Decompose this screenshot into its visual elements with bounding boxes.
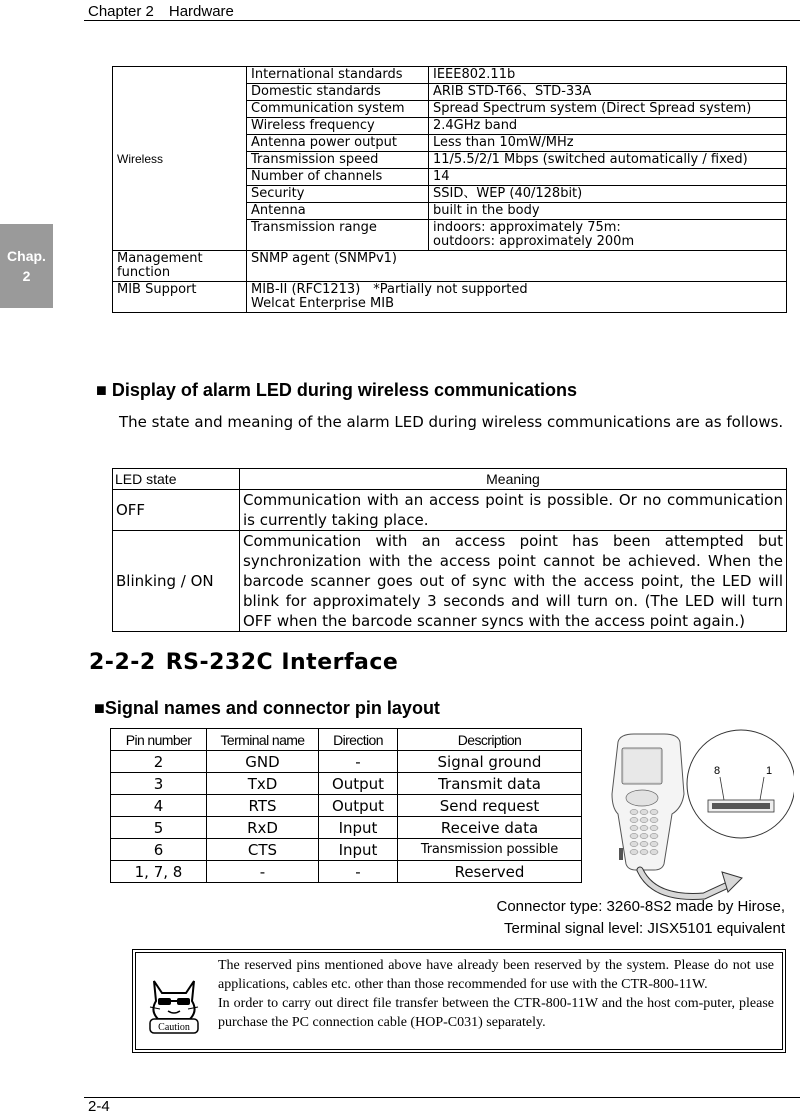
spec-value bbox=[429, 220, 787, 251]
led-meaning: Communication with an access point is possible. Or no communication is currently taking place. bbox=[240, 490, 787, 531]
table-row bbox=[111, 817, 582, 839]
spec-value: 11/5.5/2/1 Mbps (switched automatically / fixed) bbox=[429, 152, 787, 169]
led-state: Blinking / ON bbox=[113, 531, 240, 632]
led-meaning: Communication with an access point has been attempted but synchronization with the access point cannot be achieved. When the barcode scanner goes out of sync with the access point, the LED will blink for approximately 3 seconds and will turn on. (The LED will turn OFF when the barcode scanner syncs with the access point again.) bbox=[240, 531, 787, 632]
range-outdoors: outdoors: approximately 200m bbox=[433, 234, 635, 249]
spec-label: Transmission speed bbox=[247, 152, 429, 169]
description: Transmission possible bbox=[398, 839, 582, 861]
description: Receive data bbox=[398, 817, 582, 839]
pin-number: 3 bbox=[111, 773, 207, 795]
connector-type: Connector type: 3260-8S2 made by Hirose, bbox=[496, 898, 785, 915]
pin-label-1: 1 bbox=[766, 765, 773, 777]
column-header: Terminal name bbox=[207, 729, 319, 751]
section-heading bbox=[89, 650, 398, 675]
table-row bbox=[113, 67, 787, 84]
spec-label: Communication system bbox=[247, 101, 429, 118]
spec-value: built in the body bbox=[429, 203, 787, 220]
section-title: RS-232C Interface bbox=[165, 650, 399, 675]
direction: - bbox=[319, 861, 398, 883]
direction: Input bbox=[319, 839, 398, 861]
mib-value bbox=[247, 282, 787, 313]
alarm-intro: The state and meaning of the alarm LED during wireless communications are as follows. bbox=[119, 413, 784, 431]
spec-value: IEEE802.11b bbox=[429, 67, 787, 84]
table-row bbox=[111, 795, 582, 817]
barcode-scanner-device bbox=[612, 734, 684, 870]
signal-section-title: ■Signal names and connector pin layout bbox=[94, 698, 440, 718]
caution-label: Caution bbox=[158, 1022, 190, 1033]
caution-cat-icon bbox=[144, 971, 204, 1037]
caution-box bbox=[132, 949, 786, 1053]
spec-value: Spread Spectrum system (Direct Spread system) bbox=[429, 101, 787, 118]
terminal-name: RxD bbox=[207, 817, 319, 839]
spec-label: Antenna bbox=[247, 203, 429, 220]
mib-value-line2: Welcat Enterprise MIB bbox=[251, 296, 395, 311]
description: Signal ground bbox=[398, 751, 582, 773]
management-label: Management function bbox=[113, 251, 247, 282]
spec-value: 2.4GHz band bbox=[429, 118, 787, 135]
direction: Input bbox=[319, 817, 398, 839]
spec-label: Domestic standards bbox=[247, 84, 429, 101]
spec-label: Number of channels bbox=[247, 169, 429, 186]
connector-magnifier bbox=[687, 730, 794, 838]
alarm-section-title: ■ Display of alarm LED during wireless communications bbox=[96, 380, 577, 400]
table-row bbox=[111, 839, 582, 861]
description: Transmit data bbox=[398, 773, 582, 795]
spec-value: ARIB STD-T66、STD-33A bbox=[429, 84, 787, 101]
table-row bbox=[111, 751, 582, 773]
range-indoors: indoors: approximately 75m: bbox=[433, 220, 621, 235]
direction: - bbox=[319, 751, 398, 773]
scanner-connector-illustration bbox=[584, 722, 794, 904]
footer-divider bbox=[84, 1097, 800, 1098]
pin-label-8: 8 bbox=[714, 765, 721, 777]
section-number: 2-2-2 bbox=[89, 650, 156, 675]
table-row bbox=[111, 861, 582, 883]
terminal-name: - bbox=[207, 861, 319, 883]
table-row bbox=[111, 773, 582, 795]
spec-label: Antenna power output bbox=[247, 135, 429, 152]
column-header: Description bbox=[398, 729, 582, 751]
table-row bbox=[113, 251, 787, 282]
spec-label: International standards bbox=[247, 67, 429, 84]
table-row bbox=[113, 490, 787, 531]
table-header-row bbox=[111, 729, 582, 751]
mib-label: MIB Support bbox=[113, 282, 247, 313]
chapter-header: Chapter 2 Hardware bbox=[88, 3, 234, 20]
column-header: Pin number bbox=[111, 729, 207, 751]
spec-label: Security bbox=[247, 186, 429, 203]
management-value: SNMP agent (SNMPv1) bbox=[247, 251, 787, 282]
pin-number: 4 bbox=[111, 795, 207, 817]
pin-number: 6 bbox=[111, 839, 207, 861]
terminal-name: GND bbox=[207, 751, 319, 773]
header-divider bbox=[84, 20, 800, 21]
caution-paragraph: The reserved pins mentioned above have already been reserved by the system. Please do not use applications, cables etc. other than those recommended for use with the CTR-800-11W. bbox=[218, 958, 774, 992]
pin-number: 2 bbox=[111, 751, 207, 773]
chapter-tab-line2: 2 bbox=[22, 268, 31, 284]
direction: Output bbox=[319, 773, 398, 795]
spec-table bbox=[112, 66, 787, 313]
caution-inner bbox=[135, 952, 783, 1050]
description: Reserved bbox=[398, 861, 582, 883]
table-header-row bbox=[113, 469, 787, 490]
description: Send request bbox=[398, 795, 582, 817]
terminal-name: TxD bbox=[207, 773, 319, 795]
spec-label: Wireless frequency bbox=[247, 118, 429, 135]
led-table bbox=[112, 468, 787, 632]
spec-value: SSID、WEP (40/128bit) bbox=[429, 186, 787, 203]
spec-value: Less than 10mW/MHz bbox=[429, 135, 787, 152]
wireless-group-label: Wireless bbox=[113, 67, 247, 251]
direction: Output bbox=[319, 795, 398, 817]
terminal-name: RTS bbox=[207, 795, 319, 817]
page-number: 2-4 bbox=[88, 1098, 110, 1115]
chapter-tab-line1: Chap. bbox=[7, 248, 46, 264]
pin-number: 5 bbox=[111, 817, 207, 839]
terminal-name: CTS bbox=[207, 839, 319, 861]
led-state: OFF bbox=[113, 490, 240, 531]
callout-arrow bbox=[640, 870, 742, 896]
caution-paragraph: In order to carry out direct file transfer between the CTR-800-11W and the host com-puter, please purchase the PC connection cable (HOP-C031) separately. bbox=[218, 996, 774, 1030]
pin-number: 1, 7, 8 bbox=[111, 861, 207, 883]
table-row bbox=[113, 531, 787, 632]
spec-value: 14 bbox=[429, 169, 787, 186]
chapter-side-tab bbox=[0, 224, 53, 308]
column-header: LED state bbox=[113, 469, 240, 490]
spec-label: Transmission range bbox=[247, 220, 429, 251]
caution-text bbox=[218, 956, 774, 1032]
table-row bbox=[113, 282, 787, 313]
mib-value-line1: MIB-II (RFC1213) *Partially not supported bbox=[251, 282, 528, 297]
pin-table bbox=[110, 728, 582, 883]
column-header: Meaning bbox=[240, 469, 787, 490]
column-header: Direction bbox=[319, 729, 398, 751]
signal-level: Terminal signal level: JISX5101 equivalent bbox=[504, 920, 785, 937]
